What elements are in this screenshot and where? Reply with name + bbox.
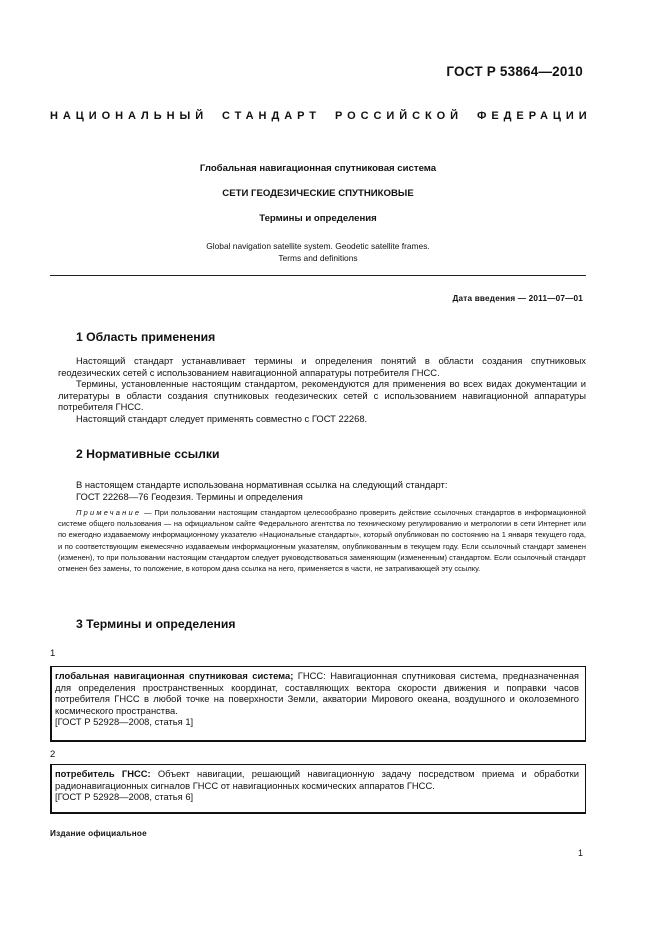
section-2-paragraph-1: В настоящем стандарте использована нормативная ссылка на следующий стандарт: — [76, 479, 448, 490]
note-text: — При пользовании настоящим стандартом целесообразно проверить действие ссылочных стандартов в информационной системе общего пользования — на официальном сайте Федерального агентства по техническому регулированию и метрологии в сети Интернет или по ежегодно издаваемому информационному указателю «Национальные стандарты», который опубликован по состоянию на 1 января текущего года, и по соответствующим ежемесячно издаваемым информационным указателям, опубликованным в текущем году. Если ссылочный стандарт заменен (изменен), то при пользовании настоящим стандартом следует руководствоваться заменяющим (измененным) стандартом. Если ссылочный стандарт отменен без замены, то положение, в котором дана ссылка на него, применяется в части, не затрагивающей эту ссылку. — [58, 508, 586, 574]
term-source: [ГОСТ Р 52928—2008, статья 6] — [55, 791, 194, 803]
national-standard-banner: НАЦИОНАЛЬНЫЙ СТАНДАРТ РОССИЙСКОЙ ФЕДЕРАЦИИ — [50, 110, 592, 122]
document-id: ГОСТ Р 53864—2010 — [446, 64, 583, 79]
term-definition: ГНСС: Навигационная спутниковая система, предназначенная для определения пространственных координат, составляющих вектора скорости движения и поправки часов потребителя ГНСС в любой точке на поверхности Земли, акватории Мирового океана, воздушного и околоземного космического пространства. — [55, 670, 580, 716]
introduction-date: Дата введения — 2011—07—01 — [452, 294, 583, 303]
title-line-3: Термины и определения — [259, 213, 377, 224]
term-box-2 — [50, 764, 586, 814]
page-number: 1 — [577, 848, 583, 858]
term-source: [ГОСТ Р 52928—2008, статья 1] — [55, 716, 194, 728]
section-2-heading: 2 Нормативные ссылки — [76, 447, 220, 461]
term-number: 2 — [50, 749, 56, 760]
note — [58, 507, 586, 574]
term-box-1 — [50, 666, 586, 742]
english-title-2: Terms and definitions — [278, 253, 358, 263]
title-line-1: Глобальная навигационная спутниковая система — [199, 163, 437, 174]
section-1-body — [58, 355, 586, 425]
term-name: глобальная навигационная спутниковая система; — [55, 670, 294, 681]
title-line-2: СЕТИ ГЕОДЕЗИЧЕСКИЕ СПУТНИКОВЫЕ — [222, 188, 414, 199]
section-1-paragraph-1: Настоящий стандарт устанавливает термины и определения понятий в области создания спутниковых геодезических сетей с использованием навигационной аппаратуры потребителя ГНСС. — [58, 355, 586, 378]
note-label: Примечание — [76, 508, 142, 517]
divider — [50, 275, 586, 276]
edition-label: Издание официальное — [50, 829, 147, 838]
english-title-1: Global navigation satellite system. Geodetic satellite frames. — [206, 241, 430, 251]
section-2-body — [58, 479, 586, 502]
section-2-paragraph-2: ГОСТ 22268—76 Геодезия. Термины и определения — [76, 490, 303, 502]
section-1-heading: 1 Область применения — [76, 330, 216, 344]
section-3-heading: 3 Термины и определения — [76, 617, 236, 631]
term-number: 1 — [50, 648, 56, 659]
term-definition: Объект навигации, решающий навигационную задачу посредством приема и обработки радионавигационных сигналов ГНСС от навигационных космических аппаратов ГНСС. — [55, 768, 579, 791]
section-1-paragraph-3: Настоящий стандарт следует применять совместно с ГОСТ 22268. — [76, 412, 368, 424]
section-1-paragraph-2: Термины, установленные настоящим стандартом, рекомендуются для применения во всех видах документации и литературы в области создания спутниковых геодезических сетей с использованием навигационной аппаратуры потребителя ГНСС. — [58, 378, 586, 413]
term-name: потребитель ГНСС: — [55, 768, 151, 779]
